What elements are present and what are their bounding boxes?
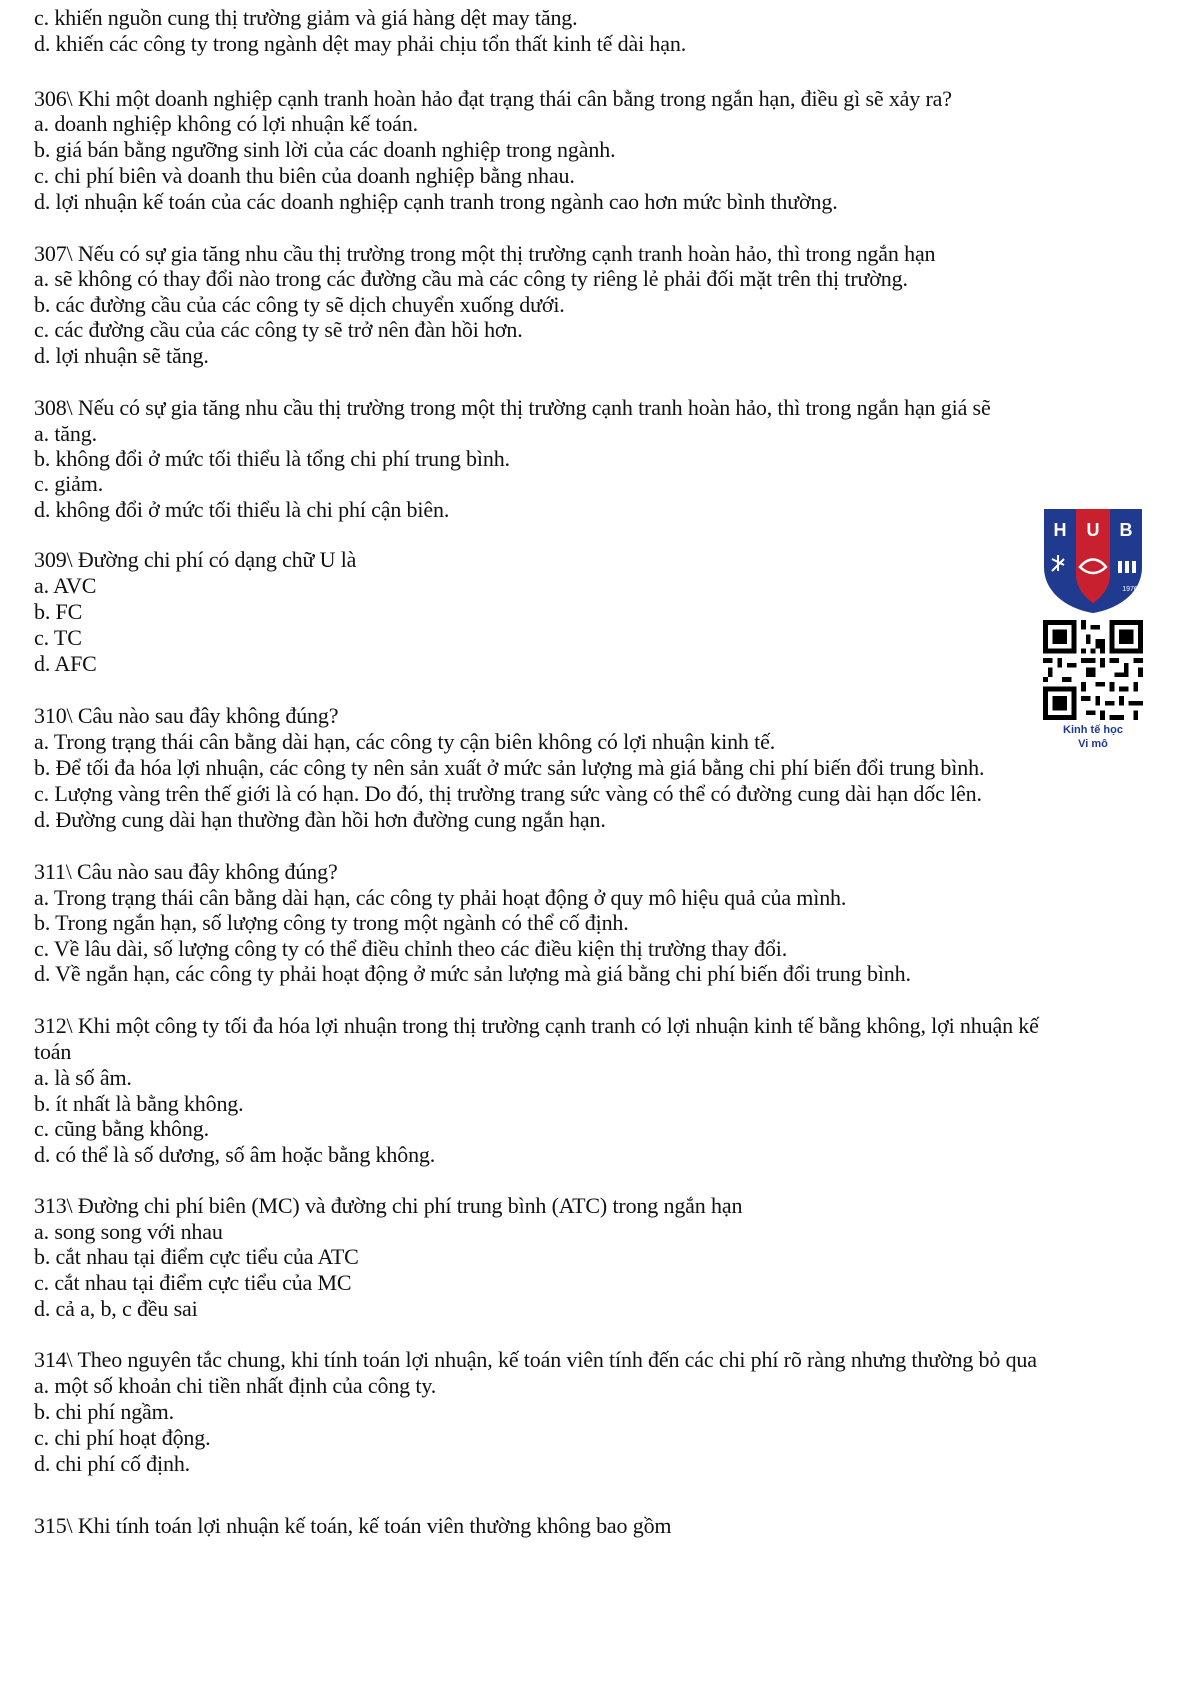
answer-line: d. Đường cung dài hạn thường đàn hồi hơn đường cung ngắn hạn. [34, 807, 606, 832]
question-line: 315\ Khi tính toán lợi nhuận kế toán, kế toán viên thường không bao gồm [34, 1513, 672, 1538]
logo-caption-subject: Kinh tế học [1063, 724, 1123, 736]
answer-line: a. AVC [34, 573, 97, 598]
answer-line: a. doanh nghiệp không có lợi nhuận kế toán. [34, 111, 418, 136]
answer-line: a. sẽ không có thay đổi nào trong các đường cầu mà các công ty riêng lẻ phải đối mặt trên thị trường. [34, 266, 908, 291]
answer-line: b. cắt nhau tại điểm cực tiểu của ATC [34, 1244, 359, 1269]
answer-line: c. khiến nguồn cung thị trường giảm và giá hàng dệt may tăng. [34, 5, 578, 30]
answer-line: d. khiến các công ty trong ngành dệt may phải chịu tổn thất kinh tế dài hạn. [34, 31, 687, 56]
logo-year: 1976 [1122, 586, 1138, 593]
answer-line: d. chi phí cố định. [34, 1451, 191, 1476]
answer-line: c. chi phí hoạt động. [34, 1425, 211, 1450]
logo-caption-level: Vi mô [1078, 738, 1108, 750]
question-line: 307\ Nếu có sự gia tăng nhu cầu thị trường trong một thị trường cạnh tranh hoàn hảo, thì trong ngắn hạn [34, 241, 936, 266]
question-line: 310\ Câu nào sau đây không đúng? [34, 703, 339, 728]
answer-line: d. có thể là số dương, số âm hoặc bằng không. [34, 1142, 436, 1167]
answer-line: c. cắt nhau tại điểm cực tiểu của MC [34, 1270, 352, 1295]
question-line: 313\ Đường chi phí biên (MC) và đường chi phí trung bình (ATC) trong ngắn hạn [34, 1193, 743, 1218]
answer-line: b. chi phí ngầm. [34, 1399, 174, 1424]
hub-shield-logo [1038, 505, 1148, 615]
question-line: 308\ Nếu có sự gia tăng nhu cầu thị trường trong một thị trường cạnh tranh hoàn hảo, thì trong ngắn hạn giá sẽ [34, 395, 991, 420]
answer-line: d. lợi nhuận kế toán của các doanh nghiệp cạnh tranh trong ngành cao hơn mức bình thường. [34, 189, 838, 214]
logo-letter-u: U [1086, 520, 1100, 540]
answer-line: b. FC [34, 599, 83, 624]
answer-line: d. cả a, b, c đều sai [34, 1296, 198, 1321]
answer-line: a. tăng. [34, 421, 97, 446]
question-line: 309\ Đường chi phí có dạng chữ U là [34, 547, 357, 572]
answer-line: b. ít nhất là bằng không. [34, 1091, 244, 1116]
question-line: 314\ Theo nguyên tắc chung, khi tính toán lợi nhuận, kế toán viên tính đến các chi phí rõ ràng nhưng thường bỏ qua [34, 1347, 1037, 1372]
answer-line: c. cũng bằng không. [34, 1116, 209, 1141]
logo-letter-h: H [1053, 520, 1067, 540]
answer-line: c. Lượng vàng trên thế giới là có hạn. Do đó, thị trường trang sức vàng có thể có đường cung dài hạn dốc lên. [34, 781, 982, 806]
answer-line: a. một số khoản chi tiền nhất định của công ty. [34, 1373, 437, 1398]
question-line: 306\ Khi một doanh nghiệp cạnh tranh hoàn hảo đạt trạng thái cân bằng trong ngắn hạn, điều gì sẽ xảy ra? [34, 86, 952, 111]
qr-code-icon [1041, 620, 1145, 720]
answer-line: a. Trong trạng thái cân bằng dài hạn, các công ty cận biên không có lợi nhuận kinh tế. [34, 729, 776, 754]
answer-line: c. các đường cầu của các công ty sẽ trở nên đàn hồi hơn. [34, 317, 523, 342]
answer-line: b. không đổi ở mức tối thiểu là tổng chi phí trung bình. [34, 446, 510, 471]
answer-line: b. giá bán bằng ngưỡng sinh lời của các doanh nghiệp trong ngành. [34, 137, 616, 162]
hub-logo-block [1038, 505, 1148, 760]
answer-line: b. Để tối đa hóa lợi nhuận, các công ty nên sản xuất ở mức sản lượng mà giá bằng chi phí biến đổi trung bình. [34, 755, 985, 780]
answer-line: a. song song với nhau [34, 1219, 223, 1244]
answer-line: a. là số âm. [34, 1065, 132, 1090]
answer-line: c. TC [34, 625, 82, 650]
answer-line: d. Về ngắn hạn, các công ty phải hoạt động ở mức sản lượng mà giá bằng chi phí biến đổi trung bình. [34, 961, 911, 986]
answer-line: c. Về lâu dài, số lượng công ty có thể điều chỉnh theo các điều kiện thị trường thay đổi. [34, 936, 788, 961]
answer-line: d. không đổi ở mức tối thiểu là chi phí cận biên. [34, 497, 450, 522]
answer-line: d. AFC [34, 651, 97, 676]
answer-line: a. Trong trạng thái cân bằng dài hạn, các công ty phải hoạt động ở quy mô hiệu quả của mình. [34, 885, 847, 910]
answer-line: d. lợi nhuận sẽ tăng. [34, 343, 209, 368]
answer-line: b. Trong ngắn hạn, số lượng công ty trong một ngành có thể cố định. [34, 910, 629, 935]
answer-line: c. giảm. [34, 471, 104, 496]
answer-line: c. chi phí biên và doanh thu biên của doanh nghiệp bằng nhau. [34, 163, 575, 188]
answer-line: b. các đường cầu của các công ty sẽ dịch chuyển xuống dưới. [34, 292, 565, 317]
question-line: 311\ Câu nào sau đây không đúng? [34, 859, 338, 884]
logo-letter-b: B [1119, 520, 1133, 540]
answer-line: toán [34, 1039, 72, 1064]
question-line: 312\ Khi một công ty tối đa hóa lợi nhuận trong thị trường cạnh tranh có lợi nhuận kinh tế bằng không, lợi nhuận kế [34, 1013, 1039, 1038]
